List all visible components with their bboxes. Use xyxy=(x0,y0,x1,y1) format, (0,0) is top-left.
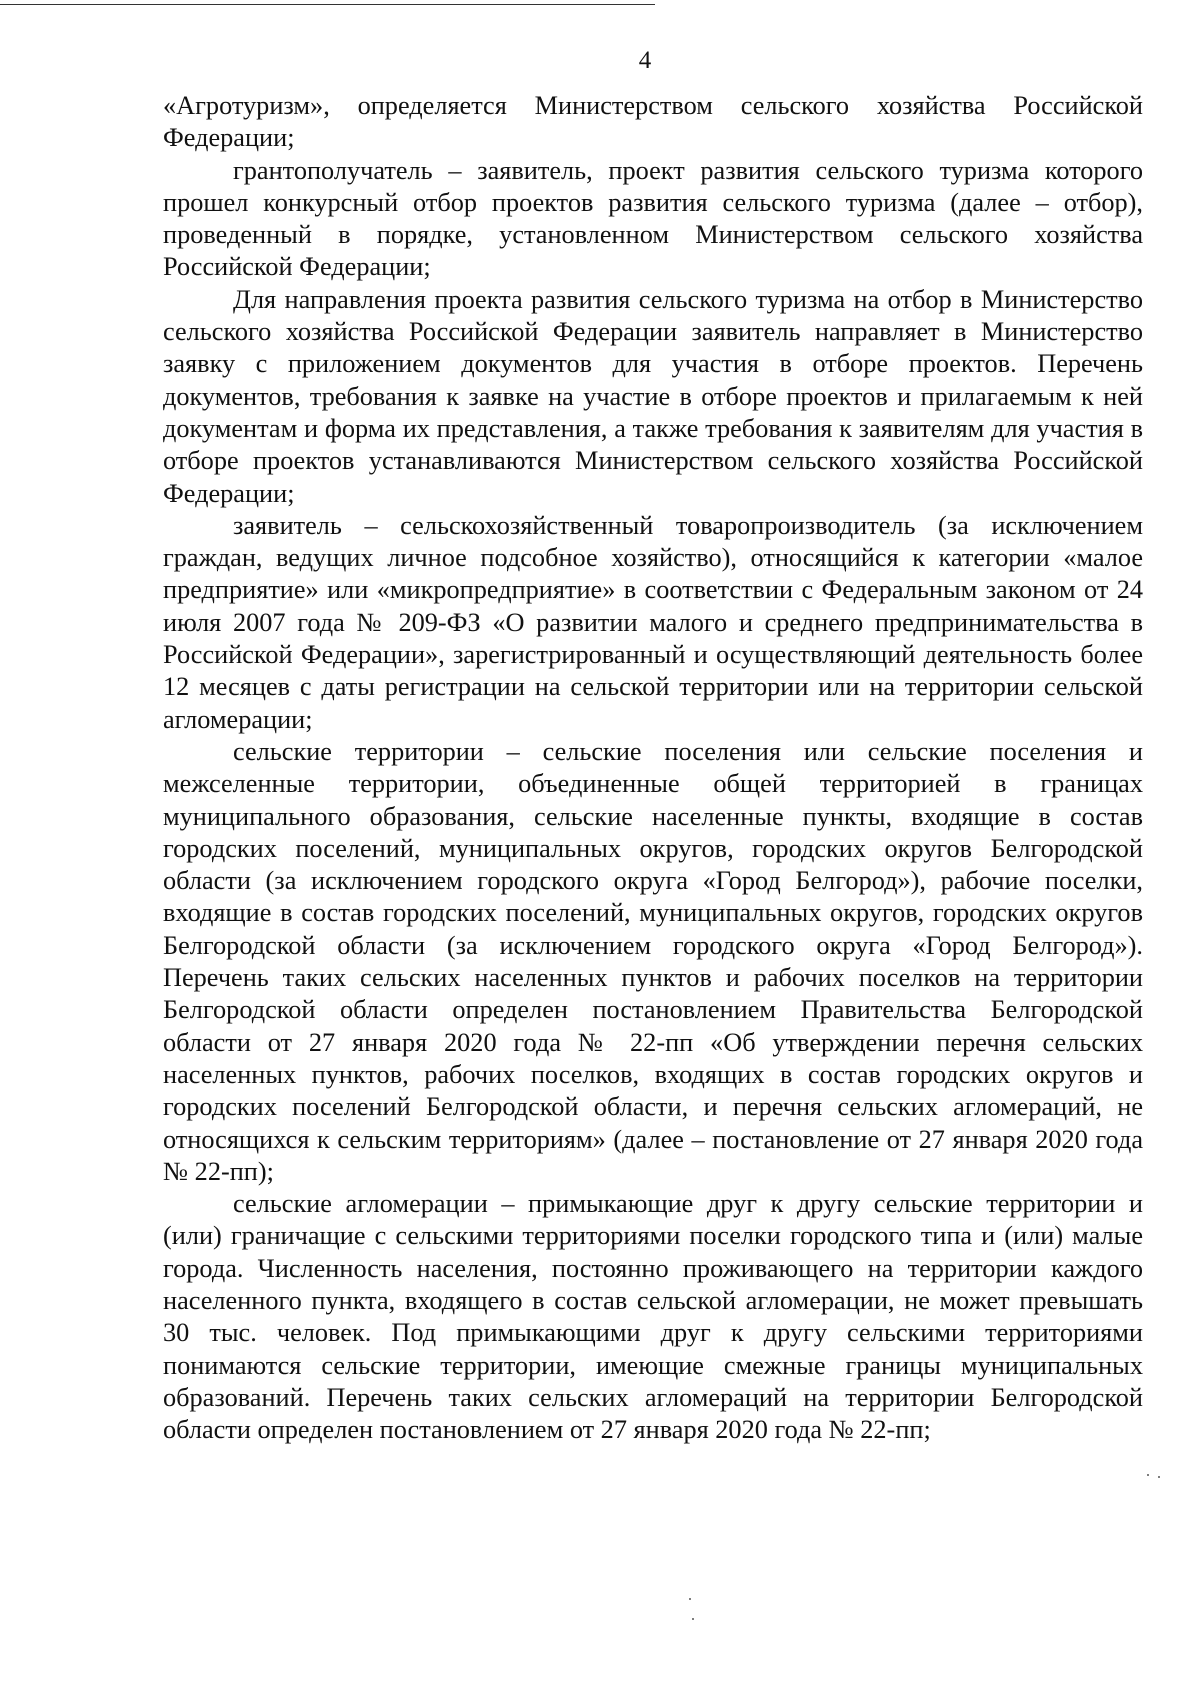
paragraph-grant-recipient: грантополучатель – заявитель, проект развития сельского туризма которого прошел конкурсный отбор проектов развития сельского туризма (далее – отбор), проведенный в порядке, установленном Министерством сельского хозяйства Российской Федерации; xyxy=(163,155,1143,282)
document-body xyxy=(163,90,1143,1446)
paragraph-application: Для направления проекта развития сельского туризма на отбор в Министерство сельского хозяйства Российской Федерации заявитель направляет в Министерство заявку с приложением документов для участия в отборе проектов. Перечень документов, требования к заявке на участие в отборе проектов и прилагаемым к ней документам и форма их представления, а также требования к заявителям для участия в отборе проектов устанавливаются Министерством сельского хозяйства Российской Федерации; xyxy=(163,284,1143,508)
paragraph-rural-territories: сельские территории – сельские поселения или сельские поселения и межселенные территории, объединенные общей территорией в границах муниципального образования, сельские населенные пункты, входящие в состав городских поселений, муниципальных округов, городских округов Белгородской области (за исключением городского округа «Город Белгород»), рабочие поселки, входящие в состав городских поселений, муниципальных округов, городских округов Белгородской области (за исключением городского округа «Город Белгород»). Перечень таких сельских населенных пунктов и рабочих поселков на территории Белгородской области определен постановлением Правительства Белгородской области от 27 января 2020 года № 22-пп «Об утверждении перечня сельских населенных пунктов, рабочих поселков, входящих в состав городских округов и городских поселений Белгородской области, и перечня сельских агломераций, не относящихся к сельским территориям» (далее – постановление от 27 января 2020 года № 22-пп); xyxy=(163,736,1143,1186)
scan-speck xyxy=(692,1618,694,1620)
scan-speck xyxy=(689,1598,691,1600)
page-number: 4 xyxy=(638,47,652,74)
paragraph-continuation: «Агротуризм», определяется Министерством сельского хозяйства Российской Федерации; xyxy=(163,91,1143,153)
scan-top-rule xyxy=(0,4,655,5)
scan-speck xyxy=(1147,1474,1149,1476)
scan-speck xyxy=(1158,1476,1160,1478)
paragraph-rural-agglomerations: сельские агломерации – примыкающие друг к другу сельские территории и (или) граничащие с сельскими территориями поселки городского типа и (или) малые города. Численность населения, постоянно проживающего на территории каждого населенного пункта, входящего в состав сельской агломерации, не может превышать 30 тыс. человек. Под примыкающими друг к другу сельскими территориями понимаются сельские территории, имеющие смежные границы муниципальных образований. Перечень таких сельских агломераций на территории Белгородской области определен постановлением от 27 января 2020 года № 22-пп; xyxy=(163,1189,1143,1445)
paragraph-applicant: заявитель – сельскохозяйственный товаропроизводитель (за исключением граждан, ведущих личное подсобное хозяйство), относящийся к категории «малое предприятие» или «микропредприятие» в соответствии с Федеральным законом от 24 июля 2007 года № 209-ФЗ «О развитии малого и среднего предпринимательства в Российской Федерации», зарегистрированный и осуществляющий деятельность более 12 месяцев с даты регистрации на сельской территории или на территории сельской агломерации; xyxy=(163,510,1143,734)
